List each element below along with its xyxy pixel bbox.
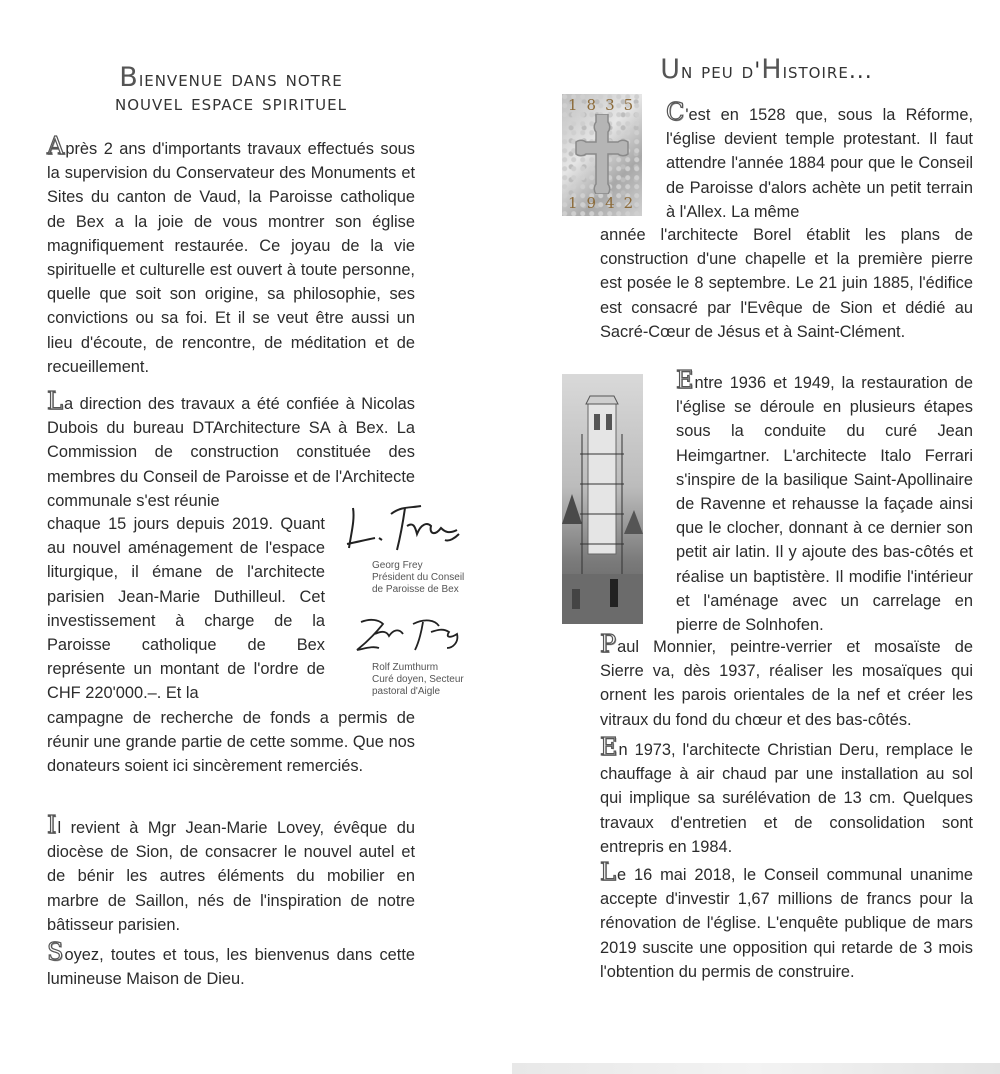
dropcap: I xyxy=(47,811,57,839)
history-heading-cap1: U xyxy=(660,54,681,85)
paragraph-text: e 16 mai 2018, le Conseil communal unanime accepte d'investir 1,67 millions de francs pour la rénovation de l'église. L'enquête publique de mars 2019 suscite une opposition qui retarde de 3 mois l'obtention du permis de construire. xyxy=(600,866,973,981)
stone-year-bottom: 1942 xyxy=(568,194,642,212)
intro-paragraph xyxy=(47,132,415,379)
council-paragraph xyxy=(600,858,973,984)
stone-year-top: 1835 xyxy=(568,96,642,114)
dropcap: E xyxy=(676,366,694,394)
paragraph-text: aul Monnier, peintre-verrier et mosaïste de Sierre va, dès 1937, réaliser les mosaïques qui ornent les parois orientales de la nef et créer les vitraux du fond du chœur et des bas-côtés. xyxy=(600,638,973,729)
history-heading-part1: n peu d' xyxy=(680,59,762,84)
paragraph-text: l revient à Mgr Jean-Marie Lovey, évêque du diocèse de Sion, de consacrer le nouvel autel et de bénir les autres éléments du mobilier en marbre de Saillon, nés de l'inspiration de notre bâtisseur parisien. xyxy=(47,819,415,934)
dropcap: E xyxy=(600,733,618,761)
bottom-texture-strip xyxy=(512,1063,1000,1074)
paragraph-text: ntre 1936 et 1949, la restauration de l'église se déroule en plusieurs étapes sous la conduite du curé Jean Heimgartner. L'architecte Italo Ferrari s'inspire de la basilique Saint-Apollinaire de Ravenne et rehausse la façade ainsi que le clocher, donnant à ce dernier son petit air latin. Il y ajoute des bas-côtés et réalise un baptistère. Il modifie l'intérieur et l'aménage avec un carrelage en pierre de Solnhofen. xyxy=(676,374,973,635)
paragraph-text: oyez, toutes et tous, les bienvenus dans cette lumineuse Maison de Dieu. xyxy=(47,946,415,989)
history-paragraph-narrow xyxy=(666,98,973,224)
welcome-heading-line1: ienvenue dans notre xyxy=(138,67,343,92)
paragraph-text: 'est en 1528 que, sous la Réforme, l'église devient temple protestant. Il faut attendre l'année 1884 pour que le Conseil de Paroisse d'alors achète un petit terrain à l'Allex. La même xyxy=(666,106,973,221)
signer-name: Rolf Zumthurm xyxy=(372,662,439,673)
stone-cross-photo xyxy=(562,94,642,216)
history-paragraph-full xyxy=(600,223,973,344)
signer-role-line2: de Paroisse de Bex xyxy=(372,584,459,595)
welcome-heading-line2: nouvel espace spirituel xyxy=(115,91,347,116)
paragraph-text: campagne de recherche de fonds a permis de réunir une grande partie de cette somme. Que nos donateurs soient ici sincèrement remerciés. xyxy=(47,709,415,776)
consecration-paragraph xyxy=(47,811,415,937)
welcome-closing-paragraph xyxy=(47,938,415,991)
cross-icon xyxy=(574,114,630,194)
welcome-heading xyxy=(47,62,415,116)
signature-frey xyxy=(372,560,482,596)
signature-zumthurm xyxy=(372,662,492,698)
history-heading-cap2: H xyxy=(761,54,783,85)
paragraph-text: n 1973, l'architecte Christian Deru, remplace le chauffage à air chaud par une installation au sol qui implique sa surélévation de 13 cm. Quelques travaux d'entretien et de consolidation sont entrepris en 1984. xyxy=(600,741,973,856)
history-heading xyxy=(560,54,973,85)
signer-role-line1: Président du Conseil xyxy=(372,572,465,583)
works-paragraph-bottom xyxy=(47,706,415,779)
monnier-paragraph xyxy=(600,630,973,732)
dropcap: L xyxy=(47,387,63,415)
history-heading-part2: istoire... xyxy=(782,59,873,84)
signature-frey-scrawl xyxy=(345,494,467,556)
paragraph-text: près 2 ans d'importants travaux effectués sous la supervision du Conservateur des Monuments et Sites du canton de Vaud, la Paroisse catholique de Bex a la joie de vous montrer son église magnifiquement restaurée. Ce joyau de la vie spirituelle et culturelle est ouvert à toute personne, quelle que soit son origine, sa philosophie, ses convictions ou sa foi. Et il se veut être aussi un lieu d'écoute, de rencontre, de méditation et de recueillement. xyxy=(47,140,415,376)
signer-role-line2: pastoral d'Aigle xyxy=(372,686,441,697)
deru-paragraph xyxy=(600,733,973,859)
tower-restoration-photo xyxy=(562,374,643,624)
paragraph-text: a direction des travaux a été confiée à Nicolas Dubois du bureau DTArchitecture SA à Bex. La Commission de construction constituée des membres du Conseil de Paroisse et de l'Architecte communale s'est réunie xyxy=(47,395,415,510)
dropcap: A xyxy=(47,132,65,160)
signature-zumthurm-scrawl xyxy=(339,612,469,662)
restoration-paragraph xyxy=(676,366,973,637)
paragraph-text: chaque 15 jours depuis 2019. Quant au nouvel aménagement de l'espace liturgique, il émane de l'architecte parisien Jean-Marie Duthilleul. Cet investissement à charge de la Paroisse catholique de Bex représente un montant de l'ordre de CHF 220'000.–. Et la xyxy=(47,515,325,703)
dropcap: L xyxy=(600,858,616,886)
tower-scaffold-illustration xyxy=(562,374,643,624)
dropcap: S xyxy=(47,938,64,966)
signer-name: Georg Frey xyxy=(372,560,423,571)
works-paragraph-narrow xyxy=(47,512,325,706)
dropcap: P xyxy=(600,630,617,658)
dropcap: C xyxy=(666,98,685,126)
signer-role-line1: Curé doyen, Secteur xyxy=(372,674,464,685)
welcome-heading-cap: B xyxy=(119,62,139,93)
paragraph-text: année l'architecte Borel établit les plans de construction d'une chapelle et la première pierre est posée le 8 septembre. Le 21 juin 1885, l'édifice est consacré par l'Evêque de Sion et dédié au Sacré-Cœur de Jésus et à Saint-Clément. xyxy=(600,226,973,341)
